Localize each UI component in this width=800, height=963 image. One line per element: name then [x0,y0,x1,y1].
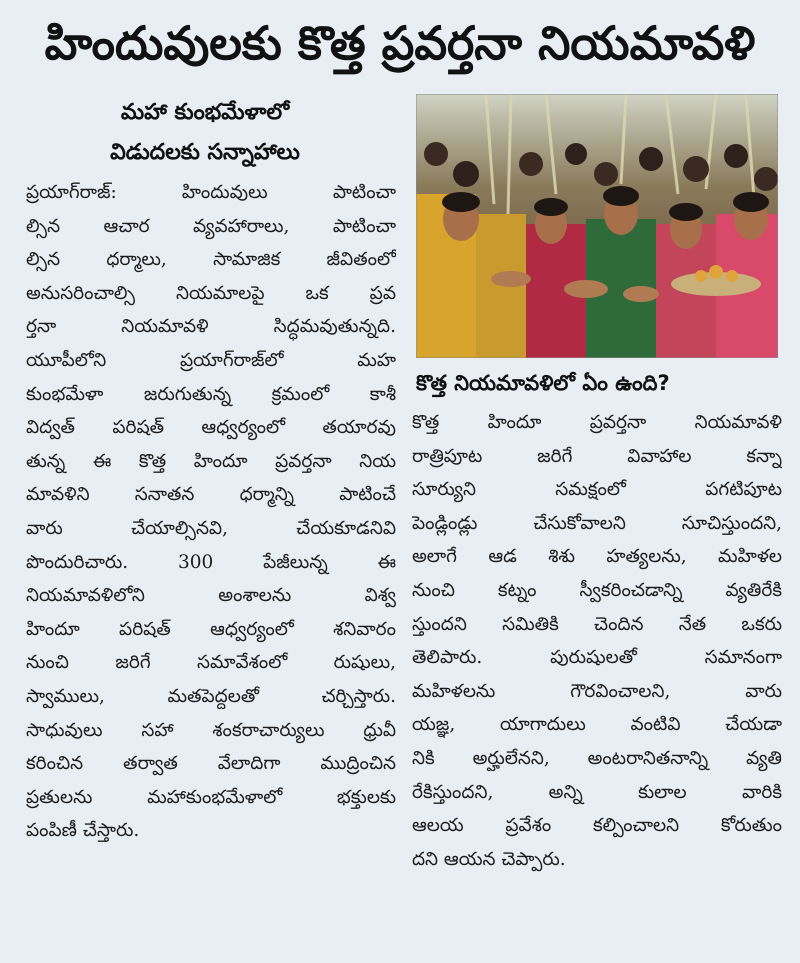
article-line: యజ్ఞ, యాగాదులు వంటివి చేయడా [412,714,782,736]
article-line: ప్రతులను మహాకుంభమేళాలో భక్తులకు [26,786,396,808]
article-line: కుంభమేళా జరుగుతున్న క్రమంలో కాశీ [26,383,396,405]
article-line: హిందూ పరిషత్ ఆధ్వర్యంలో శనివారం [26,618,396,640]
article-line: పంపిణీ చేస్తారు. [26,820,140,842]
article-line: ఆలయ ప్రవేశం కల్పించాలని కోరుతుం [412,815,782,837]
article-line: ల్సిన ఆచార వ్యవహారాలు, పాటించా [26,215,396,237]
article-line: అలాగే ఆడ శిశు హత్యలను, మహిళల [412,546,782,568]
headline: హిందువులకు కొత్త ప్రవర్తనా నియమావళి [44,16,756,70]
news-photo [416,94,778,358]
article-line: సూర్యుని సమక్షంలో పగటిపూట [412,479,782,501]
article-line: యూపీలోని ప్రయాగ్‌రాజ్‌లో మహ [26,349,396,371]
article-line: విద్వత్ పరిషత్ ఆధ్వర్యంలో తయారవు [26,417,396,439]
article-line: రాత్రిపూట జరిగే వివాహాల కన్నా [412,445,782,467]
article-line: పొందురిచారు. 300 పేజీలున్న ఈ [26,551,396,573]
article-line: నుంచి జరిగే సమావేశంలో రుషులు, [26,652,396,674]
article-line: కొత్త హిందూ ప్రవర్తనా నియమావళి [412,412,782,433]
left-article-column [26,176,396,848]
subsection-title: కొత్త నియమావళిలో ఏం ఉంది? [416,371,670,395]
article-line: నియమావళిలోని అంశాలను విశ్వ [26,585,396,607]
article-line: పెండ్లిండ్లు చేసుకోవాలని సూచిస్తుందని, [412,512,782,534]
article-line: కరించిన తర్వాత వేలాదిగా ముద్రించిన [26,753,396,775]
article-line: దని ఆయన చెప్పారు. [412,848,566,870]
article-line: తెలిపారు. పురుషులతో సమానంగా [412,647,782,669]
right-article-column [412,406,782,876]
article-line: రేకిస్తుందని, అన్ని కులాల వారికి [412,781,782,803]
article-line: స్వాములు, మతపెద్దలతో చర్చిస్తారు. [26,685,396,707]
article-line: సాధువులు సహా శంకరాచార్యులు ధ్రువీ [26,719,396,741]
article-line: నుంచి కట్నం స్వీకరించడాన్ని వ్యతిరేకి [412,579,782,601]
article-line: మావళిని సనాతన ధర్మాన్ని పాటించే [26,484,396,506]
article-line: మహిళలను గౌరవించాలని, వారు [412,680,782,702]
article-line: స్తుందని సమితికి చెందిన నేత ఒకరు [412,613,782,635]
subheadline-line-1: మహా కుంభమేళాలో [120,100,290,125]
article-line: ల్సిన ధర్మాలు, సామాజిక జీవితంలో [26,249,396,271]
article-line: నికి అర్హులేనని, అంటరానితనాన్ని వ్యతి [412,747,782,769]
crowd-photo-illustration [416,94,778,358]
article-line: తున్న ఈ కొత్త హిందూ ప్రవర్తనా నియ [26,450,396,472]
article-line: ప్రయాగ్‌రాజ్: హిందువులు పాటించా [26,182,396,203]
article-line: ర్తనా నియమావళి సిద్ధమవుతున్నది. [26,316,396,338]
article-line: వారు చేయాల్సినవి, చేయకూడనివి [26,517,396,539]
subheadline-line-2: విడుదలకు సన్నాహాలు [110,140,300,165]
article-line: అనుసరించాల్సి నియమాలపై ఒక ప్రవ [26,282,396,304]
